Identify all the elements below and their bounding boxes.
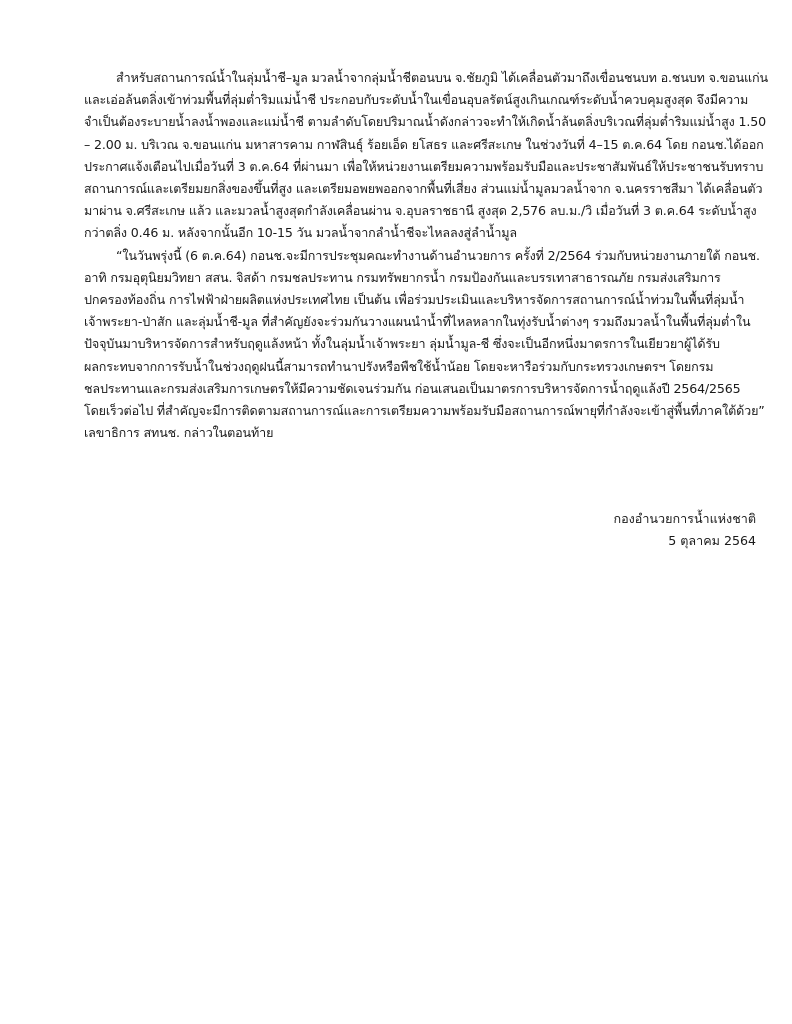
document-body [84, 67, 768, 444]
paragraph-line: ประกาศแจ้งเตือนไปเมื่อวันที่ 3 ต.ค.64 ที่ผ่านมา เพื่อให้หน่วยงานเตรียมความพร้อมรับมือและประชาสัมพันธ์ให้ประชาชนรับทราบ [84, 158, 764, 174]
paragraph-line: โดยเร็วต่อไป ที่สำคัญจะมีการติดตามสถานการณ์และการเตรียมความพร้อมรับมือสถานการณ์พายุที่กำลังจะเข้าสู่พื้นที่ภาคใต้ด้วย” [84, 403, 765, 419]
paragraph-line: และเอ่อล้นตลิ่งเข้าท่วมพื้นที่ลุ่มต่ำริมแม่น้ำชี ประกอบกับระดับน้ำในเขื่อนอุบลรัตน์สูงเกินเกณฑ์ระดับน้ำควบคุมสูงสุด จึงมีความ [84, 92, 749, 108]
paragraph-line: ผลกระทบจากการรับน้ำในช่วงฤดูฝนนี้สามารถทำนาปรังหรือพืชใช้น้ำน้อย โดยจะหารือร่วมกับกระทรวงเกษตรฯ โดยกรม [84, 358, 714, 374]
paragraph-line: – 2.00 ม. บริเวณ จ.ขอนแก่น มหาสารคาม กาฬสินธุ์ ร้อยเอ็ด ยโสธร และศรีสะเกษ ในช่วงวันที่ 4–15 ต.ค.64 โดย กอนช.ได้ออก [84, 136, 764, 152]
paragraph-line: มาผ่าน จ.ศรีสะเกษ แล้ว และมวลน้ำสูงสุดกำลังเคลื่อนผ่าน จ.อุบลราชธานี สูงสุด 2,576 ลบ.ม./วิ เมื่อวันที่ 3 ต.ค.64 ระดับน้ำสูง [84, 203, 757, 219]
paragraph-line: จำเป็นต้องระบายน้ำลงน้ำพองและแม่น้ำชี ตามลำดับโดยปริมาณน้ำดังกล่าวจะทำให้เกิดน้ำล้นตลิ่งบริเวณที่ลุ่มต่ำริมแม่น้ำสูง 1.50 [84, 114, 766, 130]
paragraph-line: ปัจจุบันมาบริหารจัดการสำหรับฤดูแล้งหน้า ทั้งในลุ่มน้ำเจ้าพระยา ลุ่มน้ำมูล-ชี ซึ่งจะเป็นอีกหนึ่งมาตรการในเยียวยาผู้ได้รับ [84, 336, 720, 352]
paragraph-line: ชลประทานและกรมส่งเสริมการเกษตรให้มีความชัดเจนร่วมกัน ก่อนเสนอเป็นมาตรการบริหารจัดการน้ำฤดูแล้งปี 2564/2565 [84, 380, 741, 396]
paragraph-line: เลขาธิการ สทนช. กล่าวในตอนท้าย [84, 425, 274, 441]
paragraph-line: สำหรับสถานการณ์น้ำในลุ่มน้ำชี–มูล มวลน้ำจากลุ่มน้ำชีตอนบน จ.ชัยภูมิ ได้เคลื่อนตัวมาถึงเขื่อนชนบท อ.ชนบท จ.ขอนแก่น [116, 70, 768, 85]
paragraph-line: “ในวันพรุ่งนี้ (6 ต.ค.64) กอนช.จะมีการประชุมคณะทำงานด้านอำนวยการ ครั้งที่ 2/2564 ร่วมกับหน่วยงานภายใต้ กอนช. [116, 247, 760, 263]
signature-organization: กองอำนวยการน้ำแห่งชาติ [613, 511, 756, 526]
paragraph-line: กว่าตลิ่ง 0.46 ม. หลังจากนั้นอีก 10-15 วัน มวลน้ำจากลำน้ำชีจะไหลลงสู่ลำน้ำมูล [84, 225, 517, 241]
paragraph-line: เจ้าพระยา-ป่าสัก และลุ่มน้ำชี-มูล ที่สำคัญยังจะร่วมกันวางแผนนำน้ำที่ไหลหลากในทุ่งรับน้ำต่างๆ รวมถึงมวลน้ำในพื้นที่ลุ่มต่ำใน [84, 314, 751, 330]
paragraph-line: ปกครองท้องถิ่น การไฟฟ้าฝ่ายผลิตแห่งประเทศไทย เป็นต้น เพื่อร่วมประเมินและบริหารจัดการสถานการณ์น้ำท่วมในพื้นที่ลุ่มน้ำ [84, 292, 745, 308]
signature-date: 5 ตุลาคม 2564 [668, 533, 756, 548]
paragraph-meeting-quote [84, 245, 765, 445]
paragraph-water-situation [84, 67, 768, 245]
paragraph-line: อาทิ กรมอุตุนิยมวิทยา สสน. จิสด้า กรมชลประทาน กรมทรัพยากรน้ำ กรมป้องกันและบรรเทาสาธารณภัย กรมส่งเสริมการ [84, 269, 721, 285]
paragraph-line: สถานการณ์และเตรียมยกสิ่งของขึ้นที่สูง และเตรียมอพยพออกจากพื้นที่เสี่ยง ส่วนแม่น้ำมูลมวลน้ำจาก จ.นครราชสีมา ได้เคลื่อนตัว [84, 181, 763, 197]
